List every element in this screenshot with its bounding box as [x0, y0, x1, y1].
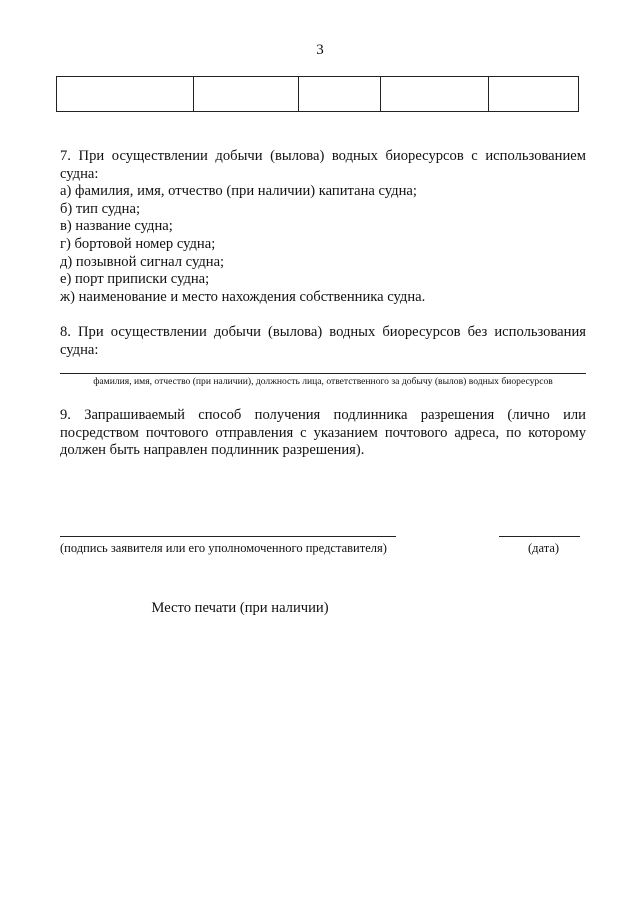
section-8-heading: 8. При осуществлении добычи (вылова) водных биоресурсов без использования судна: [60, 324, 586, 358]
list-item: б) тип судна; [60, 200, 141, 217]
table-cell [489, 77, 579, 112]
date-line [499, 536, 580, 537]
table-cell [381, 77, 489, 112]
list-item: д) позывной сигнал судна; [60, 253, 225, 270]
list-item: г) бортовой номер судна; [60, 235, 216, 252]
table-cell [299, 77, 381, 112]
list-item: ж) наименование и место нахождения собственника судна. [60, 288, 426, 305]
section-9-text: 9. Запрашиваемый способ получения подлинника разрешения (лично или посредством почтового отправления с указанием почтового адреса, по которому должен быть направлен подлинник разрешения). [60, 407, 586, 459]
seal-placeholder: Место печати (при наличии) [151, 600, 329, 616]
table-cell [194, 77, 299, 112]
list-item: в) название судна; [60, 218, 173, 235]
form-table [56, 76, 579, 112]
signature-line [60, 536, 396, 537]
responsible-person-caption: фамилия, имя, отчество (при наличии), должность лица, ответственного за добычу (вылов) водных биоресурсов [93, 376, 553, 387]
list-item: а) фамилия, имя, отчество (при наличии) капитана судна; [60, 183, 417, 200]
page-number: 3 [316, 42, 324, 58]
list-item: е) порт приписки судна; [60, 271, 210, 288]
table-row [57, 77, 579, 112]
section-7-heading: 7. При осуществлении добычи (вылова) водных биоресурсов с использованием судна: [60, 148, 586, 182]
section-7 [60, 148, 586, 306]
table-cell [57, 77, 194, 112]
section-7-list [60, 183, 586, 306]
responsible-person-line [60, 373, 586, 374]
signature-caption: (подпись заявителя или его уполномоченного представителя) [60, 541, 387, 555]
date-caption: (дата) [528, 541, 560, 555]
